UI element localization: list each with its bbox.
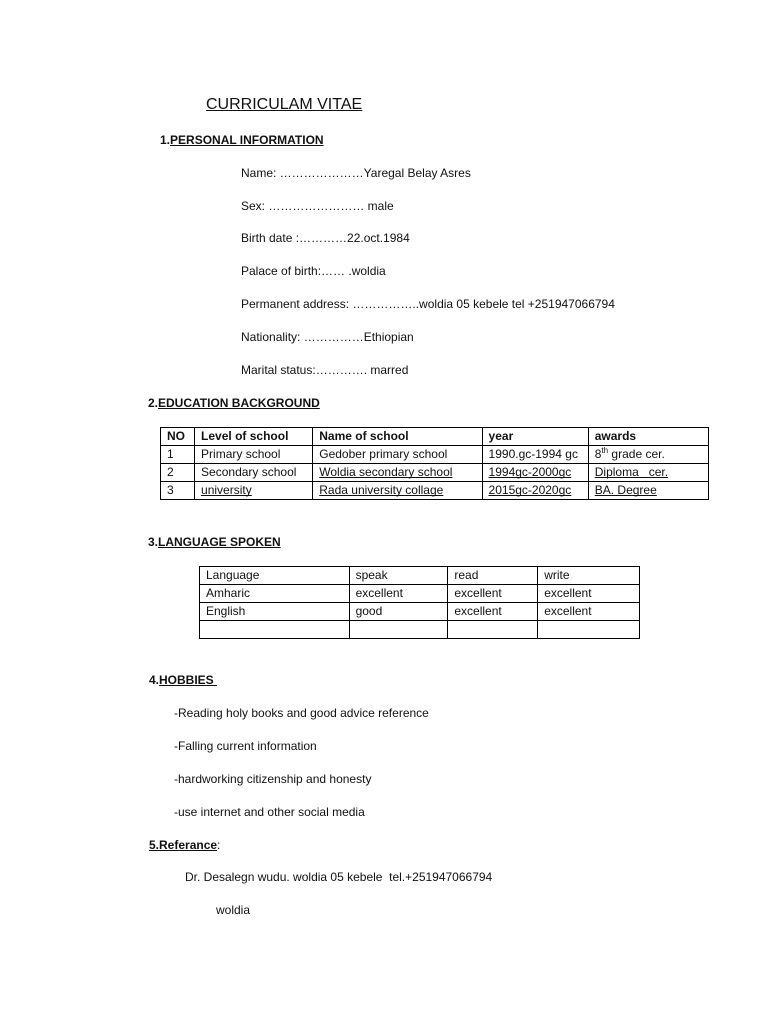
heading-colon: : bbox=[217, 838, 221, 852]
table-cell: Amharic bbox=[200, 585, 350, 603]
hobby-item: -hardworking citizenship and honesty bbox=[174, 772, 372, 786]
table-cell: read bbox=[448, 567, 538, 585]
table-cell: 2 bbox=[161, 464, 195, 482]
table-row bbox=[200, 567, 640, 585]
table-cell: Gedober primary school bbox=[313, 446, 482, 464]
personal-nationality: Nationality: ……………Ethiopian bbox=[241, 330, 414, 344]
table-row bbox=[200, 621, 640, 639]
award-text: grade cer. bbox=[608, 447, 665, 461]
section-title: PERSONAL INFORMATION bbox=[170, 133, 324, 147]
language-table bbox=[199, 566, 640, 639]
reference-city: woldia bbox=[216, 903, 251, 917]
table-cell: Secondary school bbox=[195, 464, 313, 482]
table-cell bbox=[538, 621, 640, 639]
personal-place-of-birth: Palace of birth:…… .woldia bbox=[241, 264, 386, 278]
section-heading-hobbies bbox=[149, 673, 217, 687]
table-cell: write bbox=[538, 567, 640, 585]
table-cell: speak bbox=[349, 567, 448, 585]
section-heading-education bbox=[148, 396, 320, 410]
education-table bbox=[160, 427, 709, 500]
column-header: Level of school bbox=[195, 428, 313, 446]
section-number: 3. bbox=[148, 535, 159, 549]
table-cell bbox=[200, 621, 350, 639]
column-header: awards bbox=[588, 428, 708, 446]
section-number: 1. bbox=[160, 133, 171, 147]
table-cell: excellent bbox=[448, 585, 538, 603]
hobby-item: -Falling current information bbox=[174, 739, 317, 753]
table-row bbox=[200, 603, 640, 621]
column-header: NO bbox=[161, 428, 195, 446]
document-title: CURRICULAM VITAE bbox=[206, 96, 363, 113]
award-text: 8 bbox=[594, 447, 602, 461]
table-cell bbox=[349, 621, 448, 639]
table-row bbox=[161, 482, 709, 500]
table-cell: BA. Degree bbox=[588, 482, 708, 500]
table-row bbox=[161, 464, 709, 482]
table-cell: excellent bbox=[448, 603, 538, 621]
hobby-item: -Reading holy books and good advice reference bbox=[174, 706, 429, 720]
section-title: HOBBIES bbox=[159, 673, 218, 687]
award-superscript: th bbox=[601, 446, 609, 455]
personal-sex: Sex: …………………… male bbox=[241, 199, 394, 213]
personal-name: Name: …………………Yaregal Belay Asres bbox=[241, 166, 471, 180]
table-cell: Diploma cer. bbox=[588, 464, 708, 482]
table-row bbox=[200, 585, 640, 603]
section-title: 5.Referance bbox=[149, 838, 218, 852]
section-title: EDUCATION BACKGROUND bbox=[158, 396, 320, 410]
table-cell: excellent bbox=[538, 603, 640, 621]
section-heading-reference bbox=[149, 838, 220, 852]
table-cell: 3 bbox=[161, 482, 195, 500]
table-cell: excellent bbox=[349, 585, 448, 603]
column-header: year bbox=[482, 428, 588, 446]
table-cell: Language bbox=[200, 567, 350, 585]
table-cell: 1994gc-2000gc bbox=[482, 464, 588, 482]
section-heading-language bbox=[148, 535, 281, 549]
reference-line: Dr. Desalegn wudu. woldia 05 kebele tel.+251947066794 bbox=[185, 870, 493, 884]
personal-birth-date: Birth date :…………22.oct.1984 bbox=[241, 231, 410, 245]
personal-marital-status: Marital status:…………. marred bbox=[241, 363, 409, 377]
table-cell: English bbox=[200, 603, 350, 621]
table-cell bbox=[448, 621, 538, 639]
table-row bbox=[161, 446, 709, 464]
section-title: LANGUAGE SPOKEN bbox=[158, 535, 281, 549]
table-cell: university bbox=[195, 482, 313, 500]
section-heading-personal bbox=[160, 133, 324, 147]
table-cell: good bbox=[349, 603, 448, 621]
table-cell: 1 bbox=[161, 446, 195, 464]
section-number: 2. bbox=[148, 396, 159, 410]
table-cell bbox=[588, 446, 708, 464]
table-cell: Rada university collage bbox=[313, 482, 482, 500]
table-cell: 2015gc-2020gc bbox=[482, 482, 588, 500]
hobby-item: -use internet and other social media bbox=[174, 805, 365, 819]
section-number: 4. bbox=[149, 673, 160, 687]
table-cell: 1990.gc-1994 gc bbox=[482, 446, 588, 464]
personal-address: Permanent address: ……………..woldia 05 kebele tel +251947066794 bbox=[241, 297, 615, 311]
column-header: Name of school bbox=[313, 428, 482, 446]
table-cell: Woldia secondary school bbox=[313, 464, 482, 482]
table-cell: Primary school bbox=[195, 446, 313, 464]
table-header-row bbox=[161, 428, 709, 446]
table-cell: excellent bbox=[538, 585, 640, 603]
